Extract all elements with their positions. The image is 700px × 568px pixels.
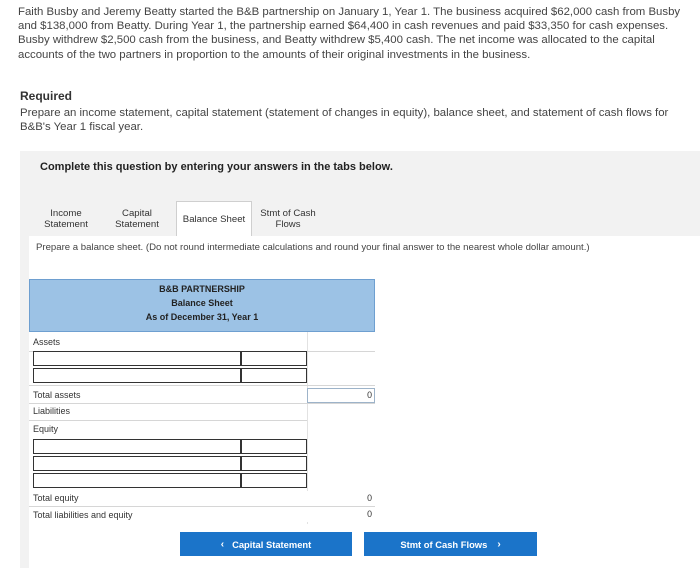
required-text: Prepare an income statement, capital statement (statement of changes in equity), balance sheet, and statement of cash flows for B&B's Year 1 fiscal year. (20, 107, 669, 133)
tab-label-line2: Statement (44, 219, 88, 230)
chevron-right-icon: › (497, 538, 501, 550)
asset-amount-input-2[interactable] (241, 368, 307, 383)
total-liabilities-equity-value: 0 (307, 507, 375, 522)
next-tab-label: Stmt of Cash Flows (400, 538, 488, 550)
instruction-text: Prepare a balance sheet. (Do not round intermediate calculations and round your final answer to the nearest whole dollar amount.) (36, 242, 590, 253)
tab-income-statement[interactable] (34, 201, 98, 237)
total-equity-label: Total equity (33, 493, 79, 503)
question-panel (20, 151, 700, 568)
required-title: Required (20, 89, 73, 103)
asset-account-select-2[interactable] (33, 368, 241, 383)
statement-date: As of December 31, Year 1 (145, 312, 259, 322)
tab-label-line1: Capital (122, 208, 152, 219)
panel-header: Complete this question by entering your answers in the tabs below. (40, 161, 393, 173)
total-assets-value: 0 (307, 388, 375, 403)
tab-label-line1: Balance Sheet (182, 214, 246, 225)
tab-balance-sheet[interactable] (176, 201, 252, 237)
prev-tab-button[interactable] (180, 532, 352, 556)
tab-label-line1: Stmt of Cash (260, 208, 316, 219)
equity-account-select-1[interactable] (33, 439, 241, 454)
prev-tab-label: Capital Statement (232, 538, 312, 550)
sheet-header (29, 279, 375, 332)
next-tab-button[interactable] (364, 532, 537, 556)
problem-text: Faith Busby and Jeremy Beatty started the B&B partnership on January 1, Year 1. The business acquired $62,000 cash from Busby and $138,000 from Beatty. During Year 1, the partnership earned $64,400 in cash revenues and paid $33,350 for cash expenses. Busby withdrew $2,500 cash from the business, and Beatty withdrew $5,400 cash. The net income was allocated to the capital accounts of the two partners in proportion to the amounts of their original investments in the business. (18, 6, 681, 61)
tab-capital-statement[interactable] (98, 201, 176, 237)
liabilities-label: Liabilities (33, 406, 71, 416)
assets-label: Assets (33, 337, 61, 347)
tab-content (29, 236, 700, 568)
equity-amount-input-2[interactable] (241, 456, 307, 471)
equity-account-select-2[interactable] (33, 456, 241, 471)
chevron-left-icon: ‹ (220, 538, 225, 550)
equity-amount-input-1[interactable] (241, 439, 307, 454)
total-assets-label: Total assets (33, 390, 81, 400)
balance-sheet-table (29, 279, 375, 529)
row-divider (29, 385, 375, 386)
asset-account-select-1[interactable] (33, 351, 241, 366)
equity-amount-input-3[interactable] (241, 473, 307, 488)
tab-bar (34, 201, 324, 237)
tab-label-line2: Statement (115, 219, 159, 230)
equity-label: Equity (33, 424, 59, 434)
row-divider (29, 403, 375, 404)
equity-account-select-3[interactable] (33, 473, 241, 488)
total-equity-value: 0 (307, 491, 375, 506)
tab-label-line2: Flows (275, 219, 301, 230)
total-liabilities-equity-label: Total liabilities and equity (33, 510, 133, 520)
asset-amount-input-1[interactable] (241, 351, 307, 366)
statement-title: Balance Sheet (171, 298, 233, 308)
tab-stmt-of-cash-flows[interactable] (252, 201, 324, 237)
tab-label-line1: Income (50, 208, 82, 219)
row-divider (29, 420, 307, 421)
company-name: B&B PARTNERSHIP (159, 284, 245, 294)
